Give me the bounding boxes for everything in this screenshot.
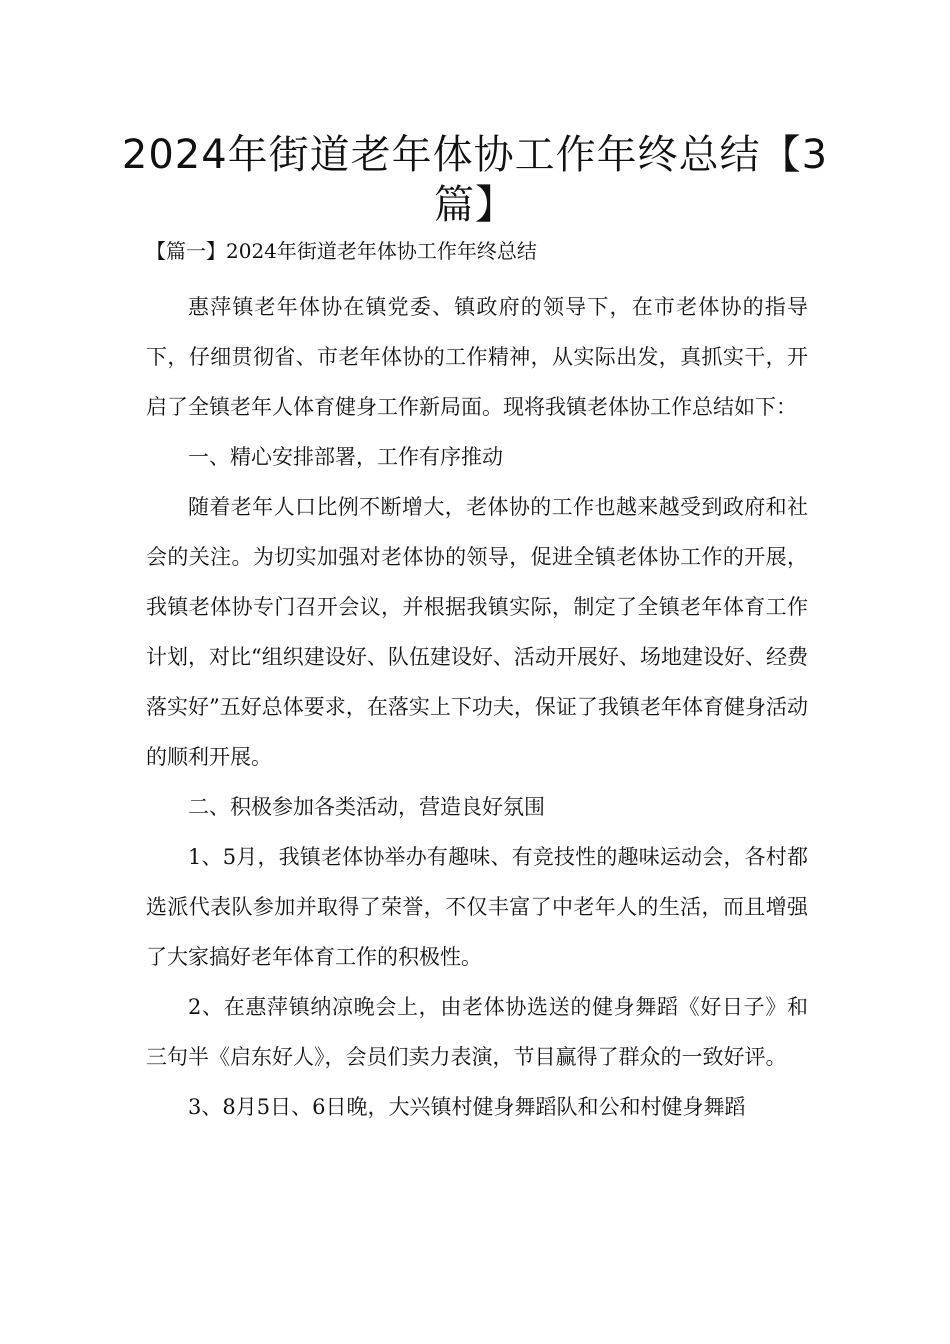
- paragraph-heading-1: 一、精心安排部署，工作有序推动: [188, 445, 503, 469]
- paragraph-item-2: 2、在惠萍镇纳凉晚会上，由老体协选送的健身舞蹈《好日子》和三句半《启东好人》，会员们卖力表演，节目赢得了群众的一致好评。: [146, 995, 808, 1069]
- paragraph-item-1: 1、5月，我镇老体协举办有趣味、有竞技性的趣味运动会，各村都选派代表队参加并取得了荣誉，不仅丰富了中老年人的生活，而且增强了大家搞好老年体育工作的积极性。: [146, 845, 808, 969]
- paragraph-section-1: 随着老年人口比例不断增大，老体协的工作也越来越受到政府和社会的关注。为切实加强对老体协的领导，促进全镇老体协工作的开展，我镇老体协专门召开会议，并根据我镇实际，制定了全镇老年体育工作计划，对比“组织建设好、队伍建设好、活动开展好、场地建设好、经费落实好”五好总体要求，在落实上下功夫，保证了我镇老年体育健身活动的顺利开展。: [146, 495, 808, 769]
- paragraph-item-3: 3、8月5日、6日晚，大兴镇村健身舞蹈队和公和村健身舞蹈: [188, 1095, 746, 1119]
- paragraph-heading-2: 二、积极参加各类活动，营造良好氛围: [188, 795, 545, 819]
- document-body: [146, 282, 808, 1132]
- document-title: 2024年街道老年体协工作年终总结【3篇】: [121, 132, 829, 228]
- paragraph-intro: 惠萍镇老年体协在镇党委、镇政府的领导下，在市老体协的指导下，仔细贯彻省、市老年体协的工作精神，从实际出发，真抓实干，开启了全镇老年人体育健身工作新局面。现将我镇老体协工作总结如下：: [146, 295, 808, 419]
- section-heading: 【篇一】2024年街道老年体协工作年终总结: [146, 239, 537, 263]
